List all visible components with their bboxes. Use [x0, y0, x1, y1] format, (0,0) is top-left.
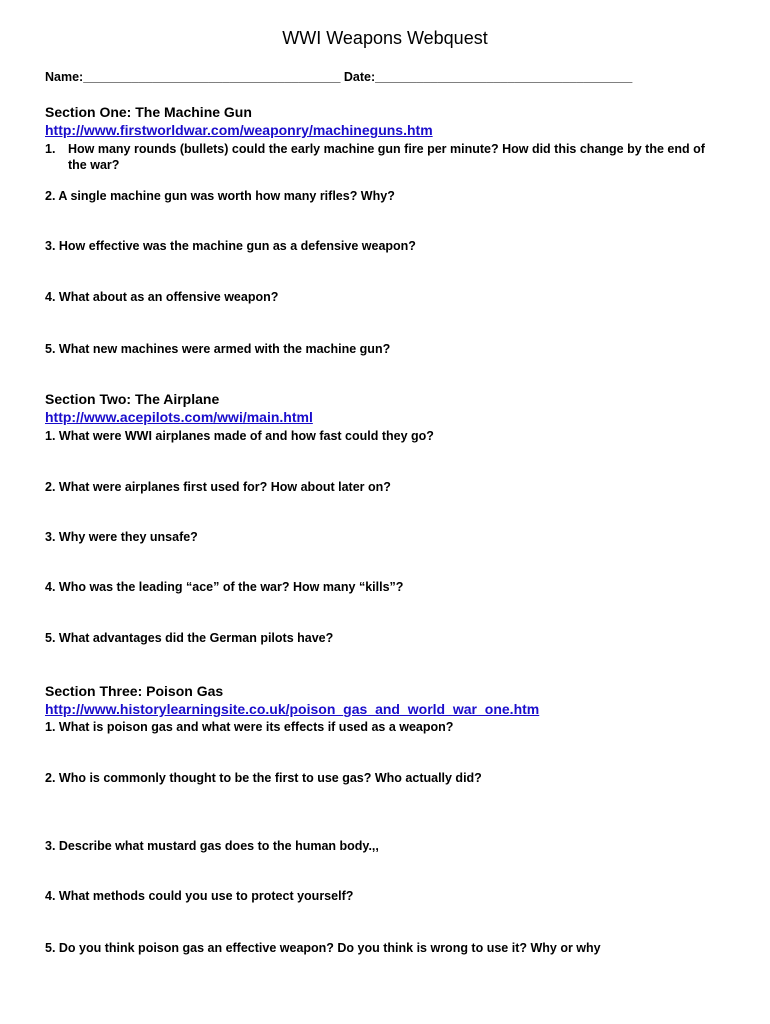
section-one-question-2: 2. A single machine gun was worth how many rifles? Why?: [45, 189, 395, 203]
question-text: How many rounds (bullets) could the early machine gun fire per minute? How did this change by the end of the war?: [68, 142, 705, 172]
section-one-link[interactable]: http://www.firstworldwar.com/weaponry/machineguns.htm: [45, 122, 433, 138]
section-one-question-4: 4. What about as an offensive weapon?: [45, 290, 279, 304]
section-three-question-4: 4. What methods could you use to protect yourself?: [45, 889, 354, 903]
section-two-question-1: 1. What were WWI airplanes made of and how fast could they go?: [45, 429, 434, 443]
section-three-question-2: 2. Who is commonly thought to be the first to use gas? Who actually did?: [45, 771, 482, 785]
section-one-question-5: 5. What new machines were armed with the machine gun?: [45, 342, 391, 356]
section-two-link[interactable]: http://www.acepilots.com/wwi/main.html: [45, 409, 313, 425]
section-two-heading: Section Two: The Airplane: [45, 391, 220, 407]
section-one-heading: Section One: The Machine Gun: [45, 104, 252, 120]
section-three-question-1: 1. What is poison gas and what were its effects if used as a weapon?: [45, 720, 454, 734]
section-two-question-5: 5. What advantages did the German pilots have?: [45, 631, 334, 645]
question-number: 1.: [45, 142, 56, 156]
section-three-question-3: 3. Describe what mustard gas does to the human body.,,: [45, 839, 379, 853]
section-one-question-1: [45, 141, 725, 173]
section-three-link[interactable]: http://www.historylearningsite.co.uk/poison_gas_and_world_war_one.htm: [45, 701, 540, 717]
section-three-question-5: 5. Do you think poison gas an effective weapon? Do you think is wrong to use it? Why or why: [45, 941, 601, 955]
section-one-question-3: 3. How effective was the machine gun as a defensive weapon?: [45, 239, 416, 253]
section-three-heading: Section Three: Poison Gas: [45, 683, 224, 699]
section-two-question-4: 4. Who was the leading “ace” of the war? How many “kills”?: [45, 580, 404, 594]
page-title: WWI Weapons Webquest: [282, 28, 488, 48]
name-date-line: Name:_____________________________________ Date:_____________________________________: [45, 70, 633, 84]
section-two-question-2: 2. What were airplanes first used for? How about later on?: [45, 480, 391, 494]
section-two-question-3: 3. Why were they unsafe?: [45, 530, 198, 544]
